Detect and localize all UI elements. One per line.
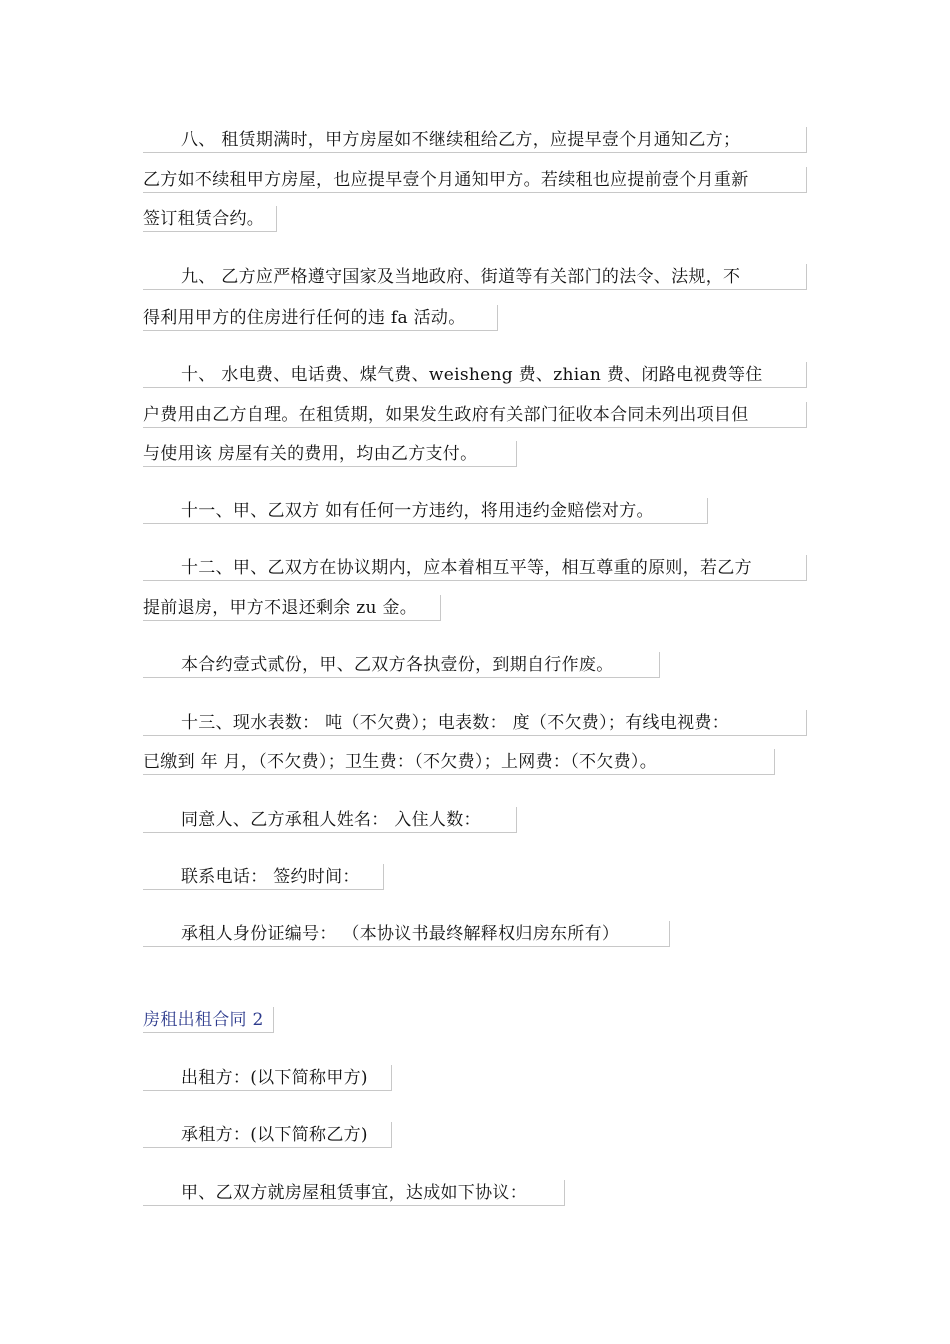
text-line: 签订租赁合约。 bbox=[143, 206, 277, 232]
text-line: 户费用由乙方自理。在租赁期，如果发生政府有关部门征收本合同未列出项目但 bbox=[143, 402, 807, 428]
text-line: 本合约壹式贰份，甲、乙双方各执壹份，到期自行作废。 bbox=[143, 652, 660, 678]
text-line: 承租方：(以下简称乙方) bbox=[143, 1122, 392, 1148]
text-line: 九、 乙方应严格遵守国家及当地政府、街道等有关部门的法令、法规，不 bbox=[143, 264, 807, 290]
text-line: 联系电话： 签约时间： bbox=[143, 864, 384, 890]
text-line: 十一、甲、乙双方 如有任何一方违约，将用违约金赔偿对方。 bbox=[143, 498, 708, 524]
text-line: 八、 租赁期满时，甲方房屋如不继续租给乙方，应提早壹个月通知乙方； bbox=[143, 127, 807, 153]
text-line: 甲、乙双方就房屋租赁事宜，达成如下协议： bbox=[143, 1180, 565, 1206]
text-line: 承租人身份证编号： （本协议书最终解释权归房东所有） bbox=[143, 921, 670, 947]
text-line: 出租方：(以下简称甲方) bbox=[143, 1065, 392, 1091]
text-line: 十、 水电费、电话费、煤气费、weisheng 费、zhian 费、闭路电视费等住 bbox=[143, 362, 807, 388]
text-line: 十二、甲、乙双方在协议期内，应本着相互平等，相互尊重的原则，若乙方 bbox=[143, 555, 807, 581]
text-line: 已缴到 年 月，（不欠费）；卫生费：（不欠费）；上网费：（不欠费）。 bbox=[143, 749, 775, 775]
text-line: 提前退房，甲方不退还剩余 zu 金。 bbox=[143, 595, 441, 621]
text-line: 与使用该 房屋有关的费用，均由乙方支付。 bbox=[143, 441, 517, 467]
text-line: 同意人、乙方承租人姓名： 入住人数： bbox=[143, 807, 517, 833]
text-line: 乙方如不续租甲方房屋，也应提早壹个月通知甲方。若续租也应提前壹个月重新 bbox=[143, 167, 807, 193]
text-line: 得利用甲方的住房进行任何的违 fa 活动。 bbox=[143, 305, 498, 331]
section-title: 房租出租合同 2 bbox=[143, 1007, 274, 1033]
text-line: 十三、现水表数： 吨（不欠费）；电表数： 度（不欠费）；有线电视费： bbox=[143, 710, 807, 736]
